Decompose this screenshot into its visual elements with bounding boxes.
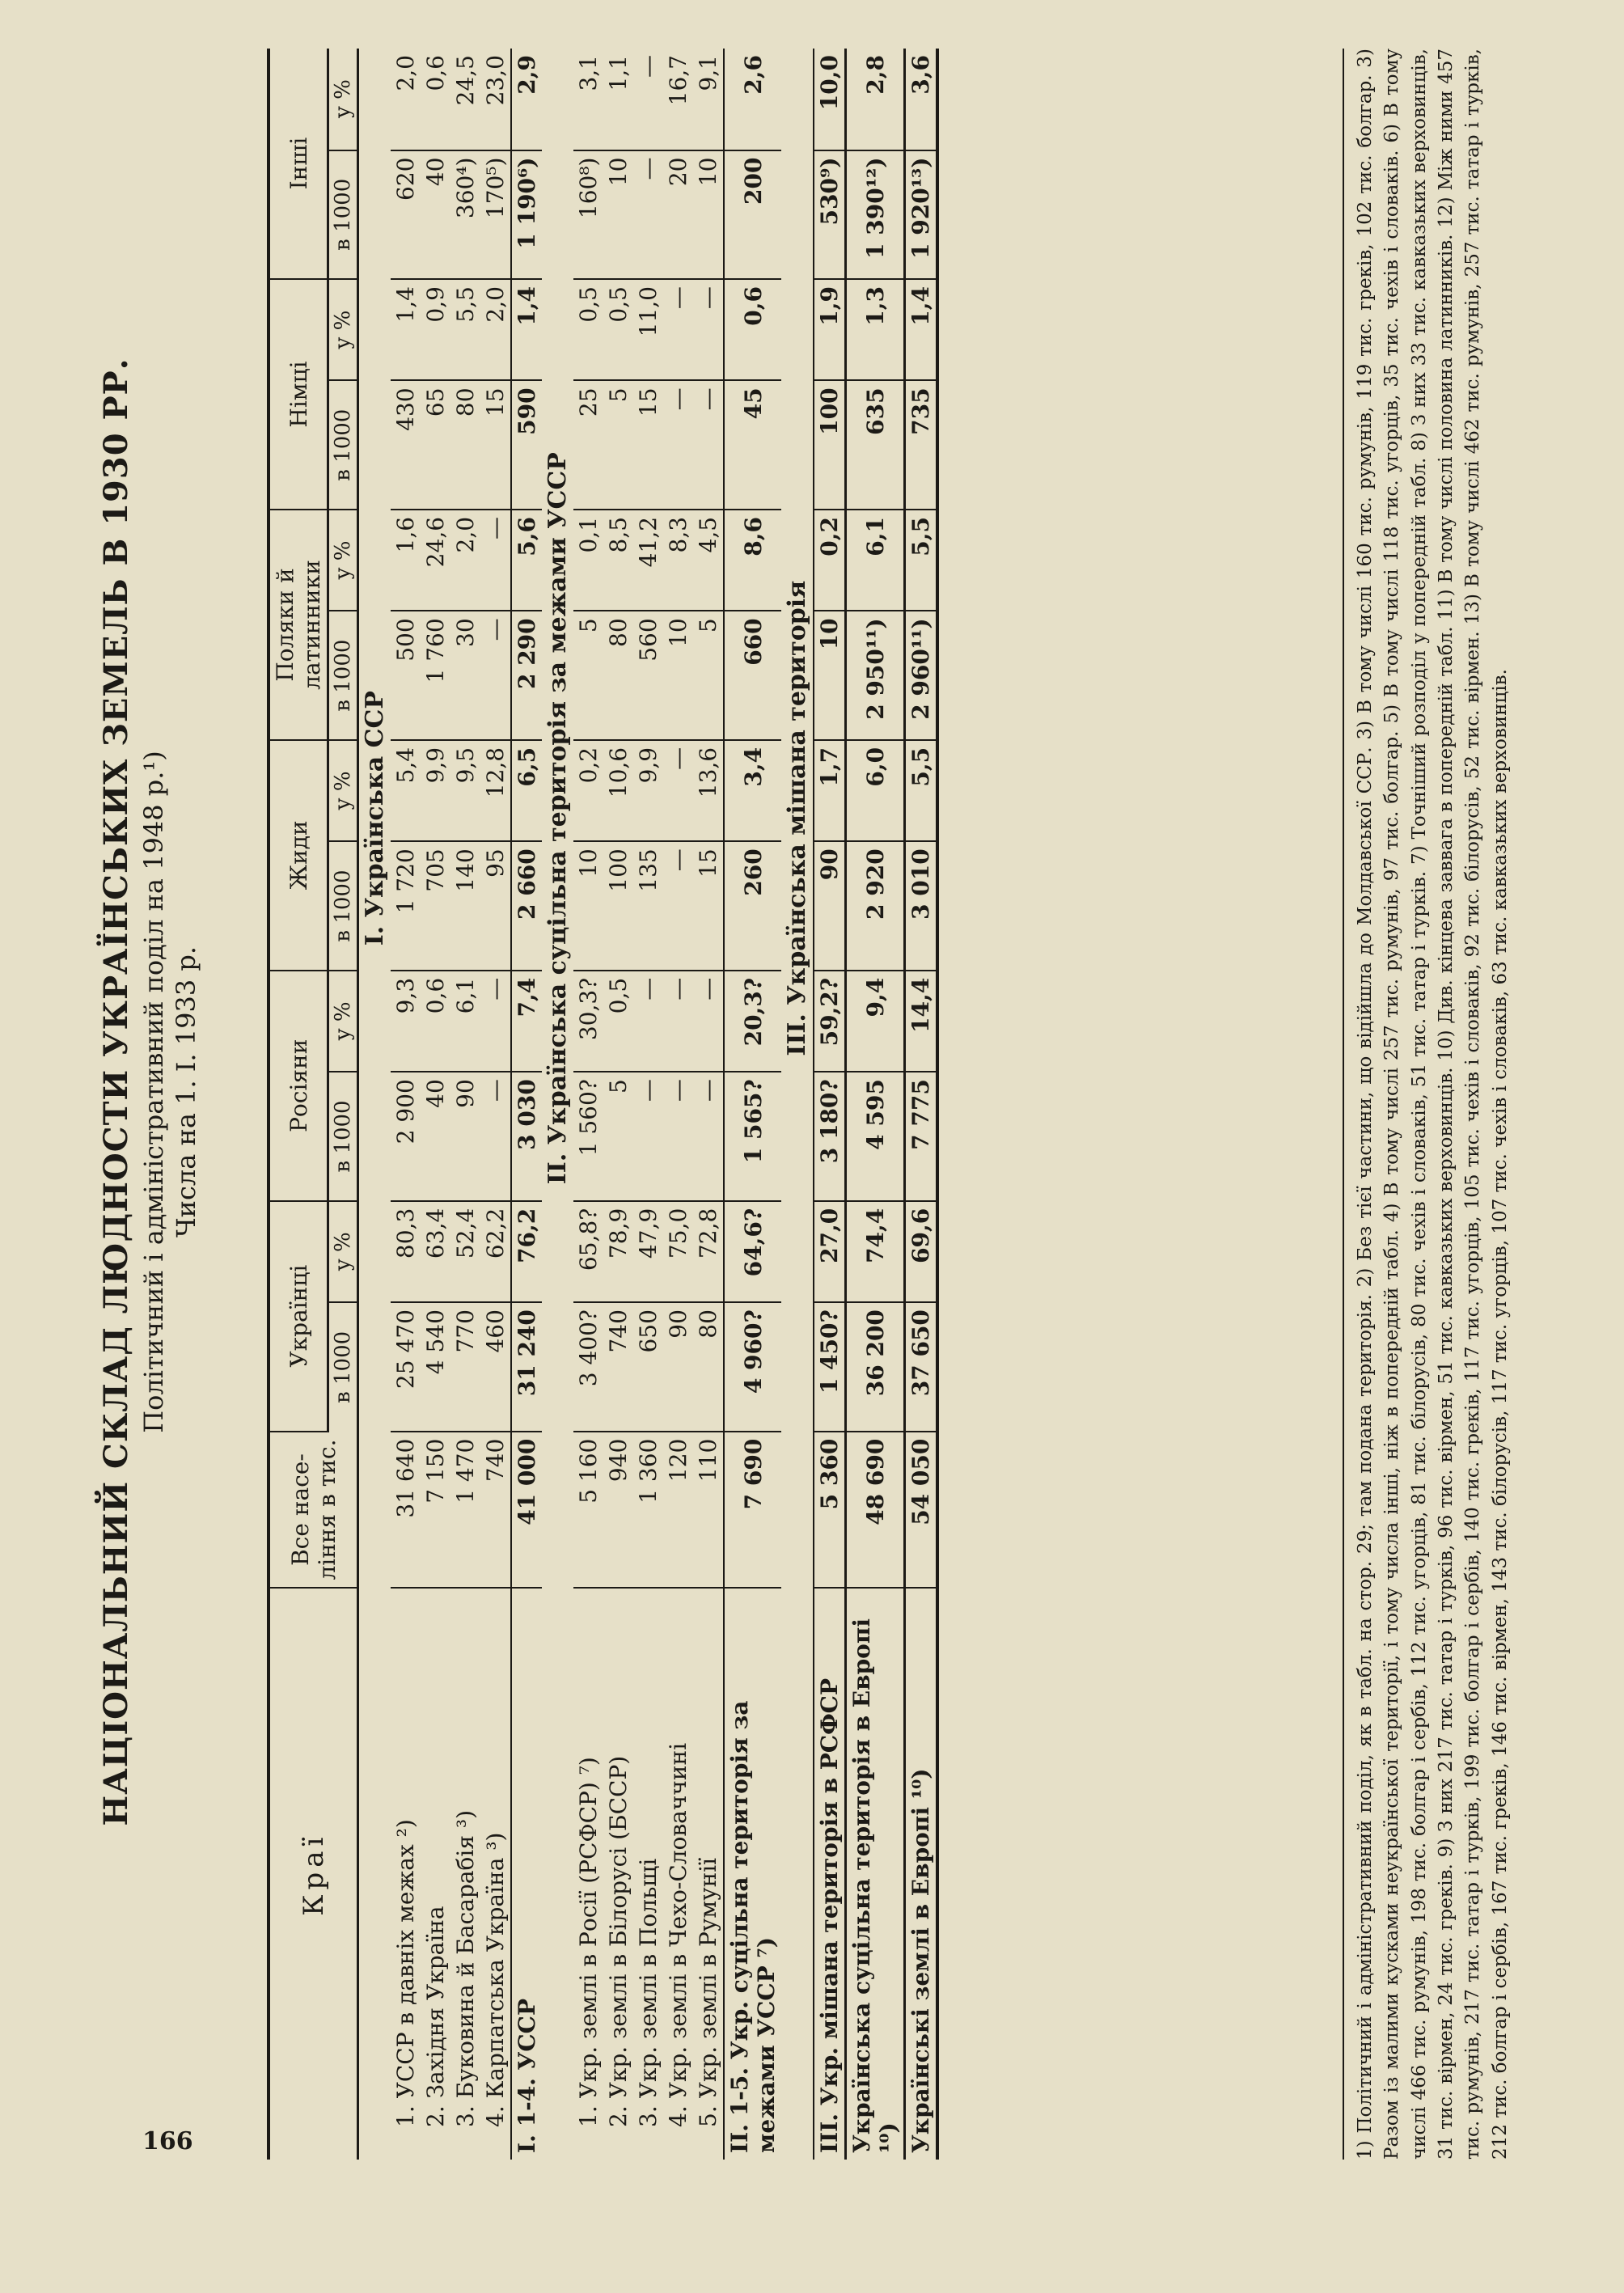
cell-poles: 2 960¹¹) xyxy=(905,611,938,740)
cell-jews-pct: 12,8 xyxy=(480,740,511,841)
section-heading xyxy=(542,49,573,2160)
cell-total: 1 360 xyxy=(633,1432,663,1589)
cell-ukr: 25 470 xyxy=(391,1302,421,1432)
row-label: 3. Буковина й Басарабія ³) xyxy=(452,1809,479,2127)
cell-poles: 5 xyxy=(693,611,724,740)
subheader-pct: у % xyxy=(328,740,358,841)
cell-jews: 1 720 xyxy=(391,841,421,971)
cell-ukr: 4 960? xyxy=(724,1302,781,1432)
subheader-pct: у % xyxy=(328,1201,358,1302)
cell-germans-pct: — xyxy=(663,279,693,380)
cell-others-pct: 2,8 xyxy=(846,49,905,150)
subheader-in1000: в 1000 xyxy=(328,1302,358,1432)
cell-poles-pct: 0,2 xyxy=(814,510,846,611)
cell-rus: 2 900 xyxy=(391,1072,421,1201)
cell-poles-pct: — xyxy=(480,510,511,611)
table-row xyxy=(693,49,724,2160)
cell-jews-pct: 9,5 xyxy=(450,740,480,841)
subheader-pct: у % xyxy=(328,279,358,380)
cell-ukr-pct: 62,2 xyxy=(480,1201,511,1302)
cell-ukr: 650 xyxy=(633,1302,663,1432)
subheader-in1000: в 1000 xyxy=(328,150,358,280)
cell-total: 41 000 xyxy=(511,1432,542,1589)
cell-rus: — xyxy=(663,1072,693,1201)
cell-germans: 100 xyxy=(814,380,846,510)
cell-jews-pct: 5,4 xyxy=(391,740,421,841)
cell-germans-pct: — xyxy=(693,279,724,380)
cell-others-pct: 23,0 xyxy=(480,49,511,150)
cell-others: — xyxy=(633,150,663,280)
cell-rus-pct: 6,1 xyxy=(450,971,480,1072)
rotated-page xyxy=(97,0,1618,2184)
cell-poles-pct: 1,6 xyxy=(391,510,421,611)
cell-rus-pct: 0,5 xyxy=(603,971,633,1072)
row-label: Українські землі в Европі ¹⁰) xyxy=(905,1588,938,2160)
cell-rus: 7 775 xyxy=(905,1072,938,1201)
cell-germans: — xyxy=(663,380,693,510)
cell-others: 620 xyxy=(391,150,421,280)
cell-others-pct: 1,1 xyxy=(603,49,633,150)
cell-others-pct: — xyxy=(633,49,663,150)
cell-ukr-pct: 69,6 xyxy=(905,1201,938,1302)
cell-ukr-pct: 52,4 xyxy=(450,1201,480,1302)
row-label: 2. Західня Україна xyxy=(422,1906,449,2127)
cell-jews: 15 xyxy=(693,841,724,971)
cell-ukr: 740 xyxy=(603,1302,633,1432)
subheader-pct: у % xyxy=(328,971,358,1072)
cell-germans: 80 xyxy=(450,380,480,510)
cell-germans-pct: 0,9 xyxy=(421,279,450,380)
cell-germans: 430 xyxy=(391,380,421,510)
cell-rus: 3 180? xyxy=(814,1072,846,1201)
cell-jews: 2 920 xyxy=(846,841,905,971)
footnotes: 1) Політичний і адміністративний поділ, як в табл. на стор. 29; там подана територія. 2) Без тієї частини, що відійшла до Молдавської ССР. 3) В тому числі 160 тис. румунів, 119 тис. греків, 102 тис. болгар. 3) Разом із малими кусками неукраїнської території, і тому числа інші, ніж в попередній табл. 4) В тому числі 257 тис. румунів, 97 тис. болгар. 5) В тому числі 118 тис. угорців, 35 тис. чехів і словаків. 6) В тому числі 466 тис. румунів, 198 тис. болгар і сербів, 112 тис. угорців, 81 тис. білорусів, 80 тис. чехів і словаків, 51 тис. татар і турків. 7) Точніший розподіл у попередній табл. 8) З них 33 тис. кавказьких верховинців, 31 тис. вірмен, 24 тис. грекiв. 9) З них 217 тис. татар і турків, 96 тис. вірмен, 51 тис. кавказьких верховинців. 10) Див. кінцева заввага в попередній табл. 11) В тому числі половина латинників. 12) Між ними 457 тис. румунів, 217 тис. татар і турків, 199 тис. болгар і сербів, 140 тис. греків, 117 тис. угорців, 105 тис. чехів і словаків, 92 тис. білорусів, 52 тис. вірмен. 13) В тому числі 462 тис. румунів, 257 тис. татар і турків, 212 тис. болгар і сербів, 167 тис. греків, 146 тис. вірмен, 143 тис. білорусів, 117 тис. угорців, 107 тис. чехів і словаків, 63 тис. кавказьких верховинців. xyxy=(1343,49,1514,2160)
cell-poles: 5 xyxy=(573,611,603,740)
cell-jews-pct: 9,9 xyxy=(421,740,450,841)
section-2-title: ІІ. Українська суцільна територія за межами УССР xyxy=(543,452,572,1185)
cell-germans-pct: 1,4 xyxy=(391,279,421,380)
subheader-in1000: в 1000 xyxy=(328,841,358,971)
cell-poles-pct: 41,2 xyxy=(633,510,663,611)
cell-others: 10 xyxy=(603,150,633,280)
cell-jews: 2 660 xyxy=(511,841,542,971)
cell-poles: 2 290 xyxy=(511,611,542,740)
cell-rus-pct: — xyxy=(633,971,663,1072)
cell-rus-pct: — xyxy=(480,971,511,1072)
cell-jews: 260 xyxy=(724,841,781,971)
cell-others-pct: 0,6 xyxy=(421,49,450,150)
cell-poles: 560 xyxy=(633,611,663,740)
header-jews: Жиди xyxy=(269,740,328,971)
page-number: 166 xyxy=(142,2127,193,2156)
row-label: 5. Укр. землі в Румунії xyxy=(695,1857,721,2127)
cell-others-pct: 3,1 xyxy=(573,49,603,150)
cell-ukr: 1 450? xyxy=(814,1302,846,1432)
row-label: 2. Укр. землі в Білорусі (БССР) xyxy=(605,1755,632,2127)
cell-rus: 3 030 xyxy=(511,1072,542,1201)
cell-jews-pct: 5,5 xyxy=(905,740,938,841)
cell-poles: 80 xyxy=(603,611,633,740)
section-heading xyxy=(358,49,391,2160)
cell-total: 31 640 xyxy=(391,1432,421,1589)
cell-ukr: 4 540 xyxy=(421,1302,450,1432)
row-label: 3. Укр. землі в Польщі xyxy=(635,1858,662,2127)
table-row xyxy=(421,49,450,2160)
cell-germans: 735 xyxy=(905,380,938,510)
cell-others: 1 390¹²) xyxy=(846,150,905,280)
subheader-pct: у % xyxy=(328,510,358,611)
cell-ukr: 3 400? xyxy=(573,1302,603,1432)
table-row xyxy=(391,49,421,2160)
cell-ukr: 90 xyxy=(663,1302,693,1432)
cell-ukr: 460 xyxy=(480,1302,511,1432)
cell-poles-pct: 2,0 xyxy=(450,510,480,611)
cell-ukr-pct: 72,8 xyxy=(693,1201,724,1302)
cell-rus-pct: 9,3 xyxy=(391,971,421,1072)
cell-germans: 15 xyxy=(480,380,511,510)
cell-others-pct: 16,7 xyxy=(663,49,693,150)
cell-poles-pct: 24,6 xyxy=(421,510,450,611)
cell-others: 1 920¹³) xyxy=(905,150,938,280)
cell-jews: 705 xyxy=(421,841,450,971)
cell-ukr-pct: 78,9 xyxy=(603,1201,633,1302)
cell-others-pct: 10,0 xyxy=(814,49,846,150)
cell-germans: 25 xyxy=(573,380,603,510)
header-germans: Німці xyxy=(269,279,328,510)
cell-others: 40 xyxy=(421,150,450,280)
row-label: ІІ. 1-5. Укр. суцільна територія за межами УССР ⁷) xyxy=(724,1588,781,2160)
cell-ukr: 80 xyxy=(693,1302,724,1432)
cell-ukr-pct: 80,3 xyxy=(391,1201,421,1302)
cell-poles-pct: 6,1 xyxy=(846,510,905,611)
cell-rus-pct: 20,3? xyxy=(724,971,781,1072)
cell-total: 5 160 xyxy=(573,1432,603,1589)
row-label: 1. Укр. землі в Росії (РСФСР) ⁷) xyxy=(575,1757,602,2127)
cell-others-pct: 9,1 xyxy=(693,49,724,150)
table-row xyxy=(603,49,633,2160)
cell-rus: 40 xyxy=(421,1072,450,1201)
cell-total: 940 xyxy=(603,1432,633,1589)
cell-poles-pct: 8,6 xyxy=(724,510,781,611)
cell-poles: 500 xyxy=(391,611,421,740)
cell-rus-pct: — xyxy=(663,971,693,1072)
cell-poles-pct: 5,5 xyxy=(905,510,938,611)
subheader-in1000: в 1000 xyxy=(328,380,358,510)
cell-total: 54 050 xyxy=(905,1432,938,1589)
cell-others: 200 xyxy=(724,150,781,280)
cell-rus-pct: 9,4 xyxy=(846,971,905,1072)
cell-others: 1 190⁶) xyxy=(511,150,542,280)
subheader-in1000: в 1000 xyxy=(328,1072,358,1201)
cell-poles: 1 760 xyxy=(421,611,450,740)
subheader-in1000: в 1000 xyxy=(328,611,358,740)
page-title: НАЦІОНАЛЬНИЙ СКЛАД ЛЮДНОСТИ УКРАЇНСЬКИХ ЗЕМЕЛЬ В 1930 РР. xyxy=(97,357,135,1826)
cell-poles: 2 950¹¹) xyxy=(846,611,905,740)
cell-total: 48 690 xyxy=(846,1432,905,1589)
cell-jews: 90 xyxy=(814,841,846,971)
cell-ukr: 31 240 xyxy=(511,1302,542,1432)
total-row xyxy=(724,49,781,2160)
cell-others: 530⁹) xyxy=(814,150,846,280)
cell-ukr-pct: 75,0 xyxy=(663,1201,693,1302)
cell-poles-pct: 5,6 xyxy=(511,510,542,611)
cell-poles-pct: 8,3 xyxy=(663,510,693,611)
cell-rus-pct: 0,6 xyxy=(421,971,450,1072)
cell-germans: 65 xyxy=(421,380,450,510)
cell-germans-pct: 0,5 xyxy=(603,279,633,380)
cell-poles-pct: 4,5 xyxy=(693,510,724,611)
cell-germans: 590 xyxy=(511,380,542,510)
section-heading xyxy=(781,49,814,2160)
table-row xyxy=(633,49,663,2160)
cell-ukr: 36 200 xyxy=(846,1302,905,1432)
cell-total: 5 360 xyxy=(814,1432,846,1589)
cell-germans-pct: 1,4 xyxy=(905,279,938,380)
cell-jews: 95 xyxy=(480,841,511,971)
cell-germans-pct: 1,3 xyxy=(846,279,905,380)
cell-rus: 5 xyxy=(603,1072,633,1201)
cell-rus: 1 565? xyxy=(724,1072,781,1201)
cell-jews-pct: 13,6 xyxy=(693,740,724,841)
header-ukrainians: Українці xyxy=(269,1201,328,1432)
cell-ukr-pct: 76,2 xyxy=(511,1201,542,1302)
cell-ukr-pct: 63,4 xyxy=(421,1201,450,1302)
table-row xyxy=(573,49,603,2160)
header-russians: Росіяни xyxy=(269,971,328,1201)
cell-ukr-pct: 47,9 xyxy=(633,1201,663,1302)
cell-rus: — xyxy=(633,1072,663,1201)
cell-rus-pct: 14,4 xyxy=(905,971,938,1072)
header-others: Інші xyxy=(269,49,328,279)
title-block xyxy=(97,0,201,2184)
population-table xyxy=(267,49,939,2160)
cell-germans: 5 xyxy=(603,380,633,510)
cell-others: 10 xyxy=(693,150,724,280)
cell-germans-pct: 0,6 xyxy=(724,279,781,380)
page-subtitle-date: Числа на 1. І. 1933 р. xyxy=(171,946,201,1238)
cell-total: 740 xyxy=(480,1432,511,1589)
total-row xyxy=(814,49,846,2160)
cell-germans-pct: 1,4 xyxy=(511,279,542,380)
total-row xyxy=(511,49,542,2160)
cell-others-pct: 2,6 xyxy=(724,49,781,150)
cell-jews-pct: 9,9 xyxy=(633,740,663,841)
cell-jews: — xyxy=(663,841,693,971)
cell-poles: 30 xyxy=(450,611,480,740)
cell-jews-pct: 10,6 xyxy=(603,740,633,841)
cell-rus: 1 560? xyxy=(573,1072,603,1201)
cell-rus-pct: 7,4 xyxy=(511,971,542,1072)
cell-ukr: 37 650 xyxy=(905,1302,938,1432)
row-label: 4. Карпатська Україна ³) xyxy=(482,1832,509,2127)
cell-others-pct: 24,5 xyxy=(450,49,480,150)
cell-total: 7 150 xyxy=(421,1432,450,1589)
cell-germans-pct: 5,5 xyxy=(450,279,480,380)
cell-jews-pct: — xyxy=(663,740,693,841)
cell-others: 20 xyxy=(663,150,693,280)
cell-rus-pct: — xyxy=(693,971,724,1072)
cell-poles: 660 xyxy=(724,611,781,740)
cell-total: 7 690 xyxy=(724,1432,781,1589)
cell-others-pct: 2,0 xyxy=(391,49,421,150)
table-row xyxy=(663,49,693,2160)
table-row xyxy=(450,49,480,2160)
total-row xyxy=(846,49,905,2160)
cell-poles-pct: 8,5 xyxy=(603,510,633,611)
subheader-pct: у % xyxy=(328,49,358,150)
cell-others-pct: 2,9 xyxy=(511,49,542,150)
cell-jews-pct: 1,7 xyxy=(814,740,846,841)
cell-germans-pct: 0,5 xyxy=(573,279,603,380)
row-label: 1. УССР в давніх межах ²) xyxy=(392,1819,419,2127)
header-country: Краї xyxy=(269,1588,358,2160)
cell-poles-pct: 0,1 xyxy=(573,510,603,611)
total-row xyxy=(905,49,938,2160)
cell-total: 1 470 xyxy=(450,1432,480,1589)
cell-germans: 635 xyxy=(846,380,905,510)
cell-others: 170⁵) xyxy=(480,150,511,280)
cell-others: 160⁸) xyxy=(573,150,603,280)
section-1-title: І. Українська ССР xyxy=(361,691,389,946)
page-subtitle: Політичний і адміністративний поділ на 1948 р.¹) xyxy=(138,751,169,1433)
cell-rus: — xyxy=(693,1072,724,1201)
section-3-title: ІІІ. Українська мішана територія xyxy=(783,580,811,1056)
cell-rus-pct: 59,2? xyxy=(814,971,846,1072)
row-label: ІІІ. Укр. мішана територія в РСФСР xyxy=(814,1588,846,2160)
row-label: І. 1-4. УССР xyxy=(511,1588,542,2160)
cell-others: 360⁴) xyxy=(450,150,480,280)
cell-total: 110 xyxy=(693,1432,724,1589)
cell-ukr-pct: 27,0 xyxy=(814,1201,846,1302)
cell-jews: 100 xyxy=(603,841,633,971)
cell-germans: 45 xyxy=(724,380,781,510)
cell-jews: 10 xyxy=(573,841,603,971)
row-label: 4. Укр. землі в Чехо-Словаччині xyxy=(665,1742,691,2127)
cell-jews-pct: 6,5 xyxy=(511,740,542,841)
cell-germans-pct: 2,0 xyxy=(480,279,511,380)
cell-jews: 3 010 xyxy=(905,841,938,971)
cell-ukr-pct: 65,8? xyxy=(573,1201,603,1302)
cell-jews-pct: 3,4 xyxy=(724,740,781,841)
cell-ukr-pct: 64,6? xyxy=(724,1201,781,1302)
cell-germans: — xyxy=(693,380,724,510)
cell-poles: 10 xyxy=(814,611,846,740)
cell-germans-pct: 1,9 xyxy=(814,279,846,380)
cell-ukr: 770 xyxy=(450,1302,480,1432)
cell-germans: 15 xyxy=(633,380,663,510)
header-total: Все насе-ління в тис. xyxy=(269,1432,358,1589)
cell-rus: 4 595 xyxy=(846,1072,905,1201)
row-label: Українська суцільна територія в Европі ¹⁰) xyxy=(846,1588,905,2160)
cell-germans-pct: 11,0 xyxy=(633,279,663,380)
table-row xyxy=(480,49,511,2160)
cell-rus-pct: 30,3? xyxy=(573,971,603,1072)
cell-others-pct: 3,6 xyxy=(905,49,938,150)
cell-jews: 140 xyxy=(450,841,480,971)
cell-rus: 90 xyxy=(450,1072,480,1201)
cell-ukr-pct: 74,4 xyxy=(846,1201,905,1302)
cell-poles: 10 xyxy=(663,611,693,740)
cell-rus: — xyxy=(480,1072,511,1201)
cell-total: 120 xyxy=(663,1432,693,1589)
cell-jews-pct: 0,2 xyxy=(573,740,603,841)
cell-poles: — xyxy=(480,611,511,740)
header-poles: Поляки й латинники xyxy=(269,510,328,740)
cell-jews: 135 xyxy=(633,841,663,971)
cell-jews-pct: 6,0 xyxy=(846,740,905,841)
